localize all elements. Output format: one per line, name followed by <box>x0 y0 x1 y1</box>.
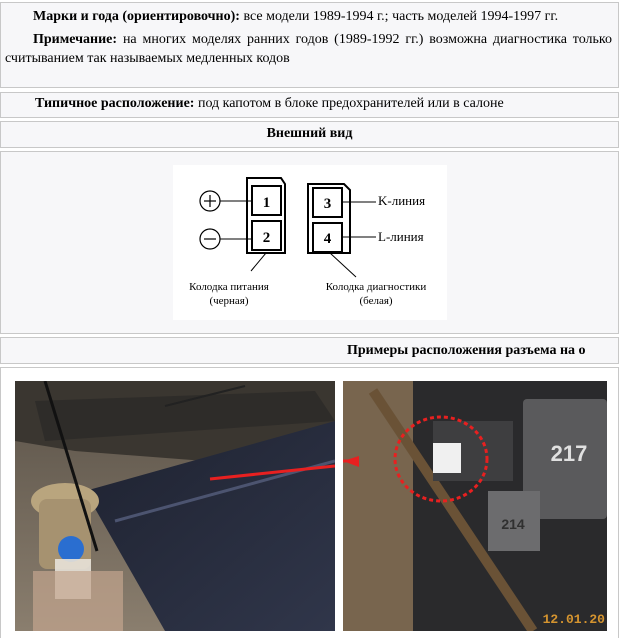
photos-section <box>0 367 619 638</box>
models-text: все модели 1989-1994 г.; часть моделей 1994-1997 гг. <box>243 9 559 24</box>
date-stamp: 12.01.20 <box>542 612 605 627</box>
connector-diagram <box>173 165 447 320</box>
examples-heading: Примеры расположения разъема на о <box>347 343 586 358</box>
diagram-section <box>0 151 619 334</box>
diag-label-1: Колодка диагностики <box>325 281 427 293</box>
power-label-1: Колодка питания <box>189 281 269 293</box>
location-section <box>0 92 619 118</box>
location-label: Типичное расположение: <box>35 96 195 111</box>
pin-1-label: 1 <box>262 195 271 211</box>
pin-3-label: 3 <box>323 196 332 212</box>
pin-2-label: 2 <box>262 230 271 246</box>
relay-label-2: 214 <box>501 516 525 532</box>
info-section <box>0 2 619 88</box>
pin-4-label: 4 <box>323 231 332 247</box>
location-text: под капотом в блоке предохранителей или в салоне <box>197 96 504 111</box>
k-line-label: K-линия <box>378 193 426 208</box>
models-paragraph <box>5 7 612 26</box>
models-label: Марки и года (ориентировочно): <box>33 9 240 24</box>
note-text: на многих моделях ранних годов (1989-1992 гг.) возможна диагностика только считыванием так называемых медленных кодов <box>5 32 613 66</box>
relay-label-1: 217 <box>550 441 588 466</box>
power-label-2: (черная) <box>209 295 249 307</box>
diag-label-2: (белая) <box>359 295 393 307</box>
note-label: Примечание: <box>33 32 118 47</box>
note-paragraph <box>5 30 612 68</box>
l-line-label: L-линия <box>378 229 424 244</box>
engine-bay-photo <box>15 381 335 631</box>
appearance-heading: Внешний вид <box>0 121 619 148</box>
examples-heading-row <box>0 337 619 364</box>
fuse-box-photo <box>343 381 607 631</box>
